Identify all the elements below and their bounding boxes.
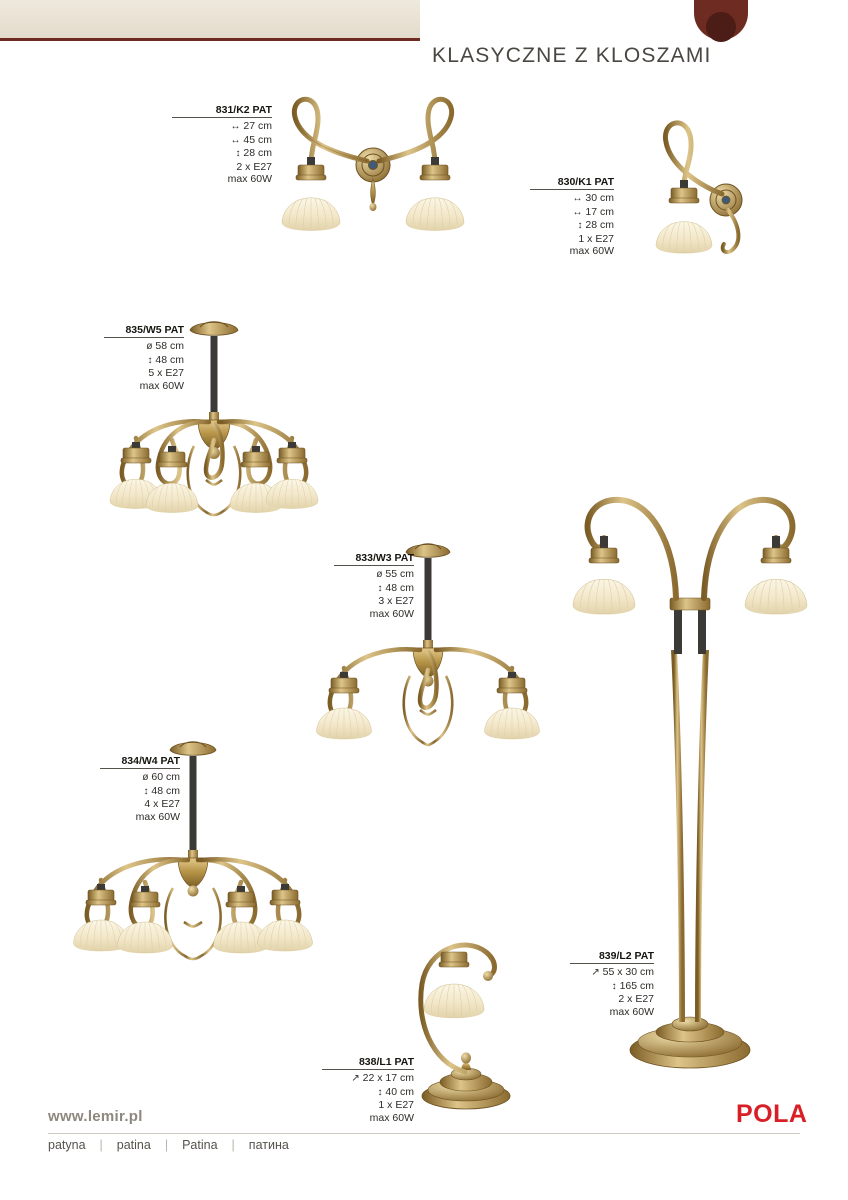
spec-line: ↔ 27 cm — [230, 120, 272, 133]
spec-line: ↕ 48 cm — [147, 353, 184, 366]
spec-line: ↔ 17 cm — [572, 205, 614, 218]
product-code: 831/K2 PAT — [172, 104, 272, 118]
spec-line: ↗ 22 x 17 cm — [351, 1072, 414, 1085]
lang-de: Patina — [182, 1138, 218, 1152]
lang-sep: | — [231, 1138, 235, 1152]
product-spec-839-L2 — [570, 950, 654, 1018]
spec-line: ø 58 cm — [146, 340, 184, 353]
product-code: 835/W5 PAT — [104, 324, 184, 338]
spec-line: max 60W — [609, 1005, 654, 1018]
spec-line: ↕ 40 cm — [377, 1085, 414, 1098]
spec-line: 2 x E27 — [618, 993, 654, 1006]
product-code: 839/L2 PAT — [570, 950, 654, 964]
spec-line: max 60W — [369, 1111, 414, 1124]
spec-line: max 60W — [139, 379, 184, 392]
product-spec-835-W5 — [104, 324, 184, 392]
spec-line: ↕ 165 cm — [611, 979, 654, 992]
spec-line: ø 55 cm — [376, 568, 414, 581]
lang-sep: | — [164, 1138, 169, 1152]
spec-line: ↔ 45 cm — [230, 133, 272, 146]
spec-line: ↔ 30 cm — [572, 192, 614, 205]
spec-line: 2 x E27 — [236, 160, 272, 173]
brand-name: POLA — [736, 1100, 808, 1128]
product-spec-830-K1 — [530, 176, 614, 257]
lang-pl: patyna — [48, 1138, 86, 1152]
spec-line: ↕ 28 cm — [235, 147, 272, 160]
product-spec-831-K2 — [172, 104, 272, 185]
spec-line: max 60W — [227, 173, 272, 186]
product-code: 834/W4 PAT — [100, 755, 180, 769]
spec-line: ø 60 cm — [142, 771, 180, 784]
lang-en: patina — [116, 1138, 151, 1152]
spec-line: max 60W — [369, 607, 414, 620]
lang-sep: | — [99, 1138, 103, 1152]
spec-line: max 60W — [135, 810, 180, 823]
product-code: 838/L1 PAT — [322, 1056, 414, 1070]
language-list — [48, 1138, 303, 1152]
spec-line: ↕ 48 cm — [377, 581, 414, 594]
spec-line: ↕ 28 cm — [577, 219, 614, 232]
spec-line: 3 x E27 — [378, 595, 414, 608]
lang-ru: патина — [248, 1138, 289, 1152]
website-url[interactable]: www.lemir.pl — [48, 1108, 143, 1125]
spec-line: max 60W — [569, 245, 614, 258]
page-title: KLASYCZNE Z KLOSZAMI — [432, 44, 712, 67]
spec-line: 5 x E27 — [148, 367, 184, 380]
product-spec-833-W3 — [334, 552, 414, 620]
spec-line: ↕ 48 cm — [143, 784, 180, 797]
product-code: 830/K1 PAT — [530, 176, 614, 190]
product-spec-838-L1 — [322, 1056, 414, 1124]
spec-line: 1 x E27 — [378, 1099, 414, 1112]
product-spec-834-W4 — [100, 755, 180, 823]
spec-line: 4 x E27 — [144, 798, 180, 811]
footer-divider — [48, 1133, 800, 1134]
spec-line: ↗ 55 x 30 cm — [591, 966, 654, 979]
spec-line: 1 x E27 — [578, 232, 614, 245]
product-code: 833/W3 PAT — [334, 552, 414, 566]
